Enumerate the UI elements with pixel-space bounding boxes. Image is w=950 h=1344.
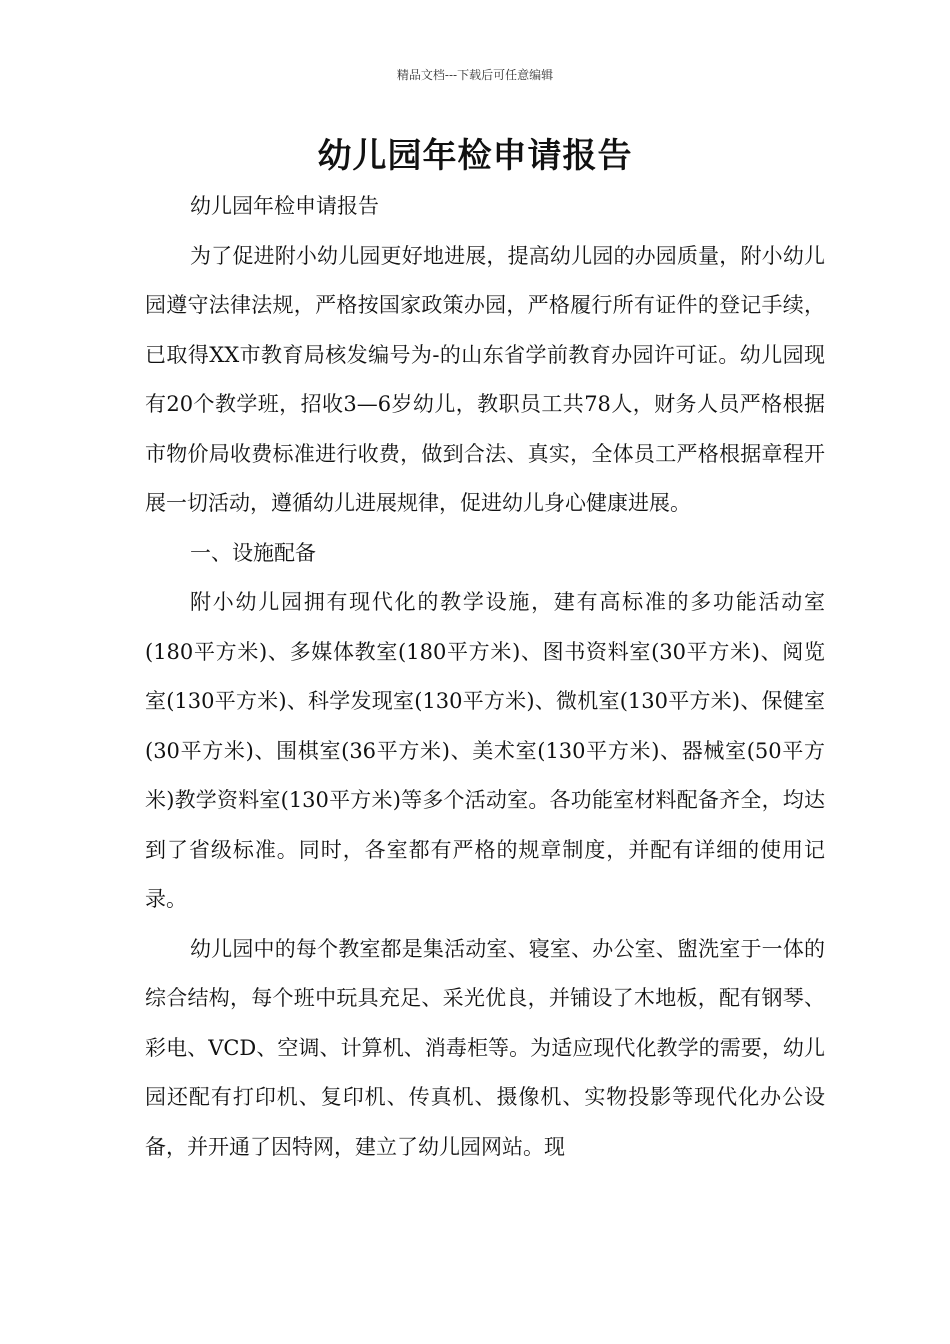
header-note: 精品文档---下载后可任意编辑 xyxy=(396,68,554,82)
paragraph-intro: 为了促进附小幼儿园更好地进展，提高幼儿园的办园质量，附小幼儿园遵守法律法规，严格按国家政策办园，严格履行所有证件的登记手续，已取得XX市教育局核发编号为-的山东省学前教育办园许可证。幼儿园现有20个教学班，招收3—6岁幼儿，教职员工共78人，财务人员严格根据市物价局收费标准进行收费，做到合法、真实，全体员工严格根据章程开展一切活动，遵循幼儿进展规律，促进幼儿身心健康进展。 xyxy=(145,243,825,515)
paragraph-classrooms: 幼儿园中的每个教室都是集活动室、寝室、办公室、盥洗室于一体的综合结构，每个班中玩具充足、采光优良，并铺设了木地板，配有钢琴、彩电、VCD、空调、计算机、消毒柜等。为适应现代化教学的需要，幼儿园还配有打印机、复印机、传真机、摄像机、实物投影等现代化办公设备，并开通了因特网，建立了幼儿园网站。现 xyxy=(145,936,825,1159)
paragraph-subtitle: 幼儿园年检申请报告 xyxy=(190,194,379,218)
document-body xyxy=(145,182,825,1172)
section-heading-facilities: 一、设施配备 xyxy=(190,540,316,565)
document-title: 幼儿园年检申请报告 xyxy=(317,136,633,176)
paragraph-facilities: 附小幼儿园拥有现代化的教学设施，建有高标准的多功能活动室(180平方米)、多媒体教室(180平方米)、图书资料室(30平方米)、阅览室(130平方米)、科学发现室(130平方米)、微机室(130平方米)、保健室(30平方米)、围棋室(36平方米)、美术室(130平方米)、器械室(50平方米)教学资料室(130平方米)等多个活动室。各功能室材料配备齐全，均达到了省级标准。同时，各室都有严格的规章制度，并配有详细的使用记录。 xyxy=(145,590,825,911)
